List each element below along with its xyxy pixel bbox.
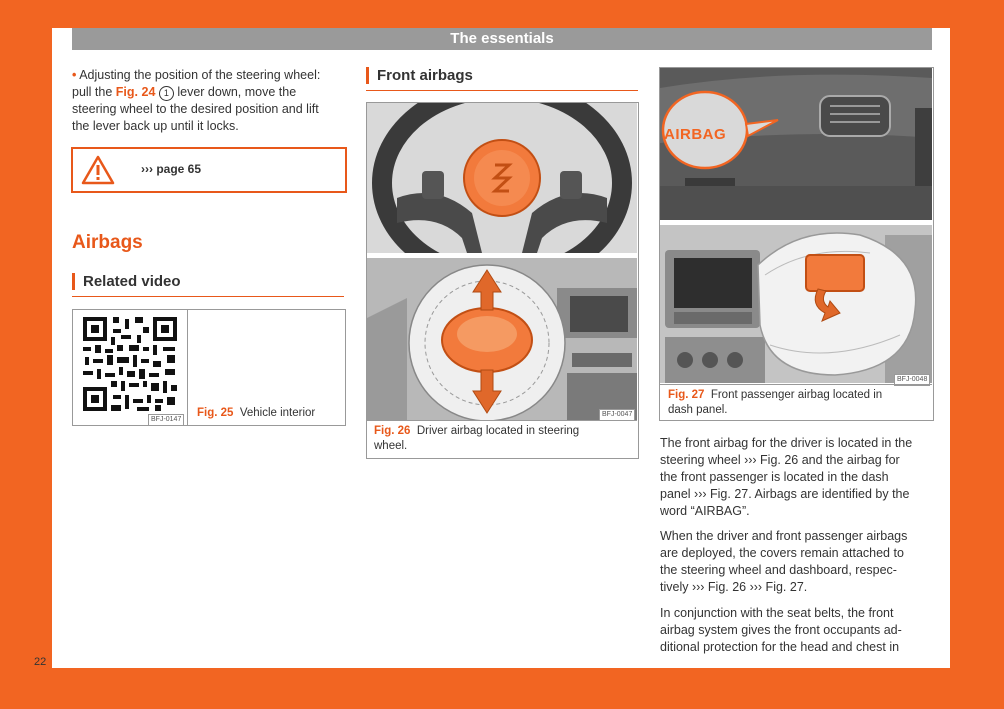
paragraph-airbag-location: The front airbag for the driver is located in the steering wheel ››› Fig. 26 and the airbag for the front passenger is located in the dash panel ››› Fig. 27. Airbags are identified by the word “AIRBAG”. — [660, 436, 913, 518]
heading-rule — [366, 90, 638, 91]
heading-rule — [72, 296, 344, 297]
airbag-badge: AIRBAG — [664, 126, 727, 143]
callout-number: 1 — [159, 86, 174, 101]
warning-icon — [81, 155, 115, 185]
warning-box — [71, 147, 347, 193]
caption-divider — [367, 420, 637, 421]
section-title: Airbags — [72, 232, 143, 253]
dash-panel-illustration — [660, 68, 932, 220]
fig26-image-code: BFJ-0047 — [599, 409, 635, 421]
deployed-driver-airbag-illustration — [367, 258, 637, 420]
warning-page-link[interactable]: ››› page 65 — [141, 162, 202, 176]
fig27-caption: Fig. 27 Front passenger airbag located in dash panel. — [668, 389, 883, 416]
qr-code-icon[interactable] — [81, 315, 179, 413]
fig25-caption: Fig. 25 Vehicle interior — [197, 407, 316, 419]
bullet: • — [72, 68, 77, 82]
intro-paragraph: • Adjusting the position of the steering wheel: pull the Fig. 24 1 lever down, move the steering wheel to the desired position and lift the lever back up until it locks. — [72, 68, 321, 133]
page-header: The essentials — [72, 28, 932, 50]
fig27-image-code: BFJ-0048 — [894, 374, 930, 386]
caption-divider — [660, 384, 932, 385]
fig24-link[interactable]: Fig. 24 — [115, 85, 156, 99]
related-video-heading: Related video — [72, 273, 181, 290]
fig26-caption: Fig. 26 Driver airbag located in steering wheel. — [374, 425, 580, 452]
paragraph-airbag-deployment: When the driver and front passenger airbags are deployed, the covers remain attached to the steering wheel and dashboard, respec- tively ››› Fig. 26 ››› Fig. 27. — [660, 529, 908, 594]
steering-wheel-illustration — [367, 103, 637, 253]
qr-image-code: BFJ-0147 — [148, 414, 184, 426]
deployed-passenger-airbag-illustration — [660, 225, 932, 383]
page-number: 22 — [34, 656, 47, 668]
front-airbags-heading: Front airbags — [366, 67, 473, 84]
paragraph-airbag-protection: In conjunction with the seat belts, the front airbag system gives the front occupants ad- ditional protection for the head and chest in — [660, 606, 902, 654]
